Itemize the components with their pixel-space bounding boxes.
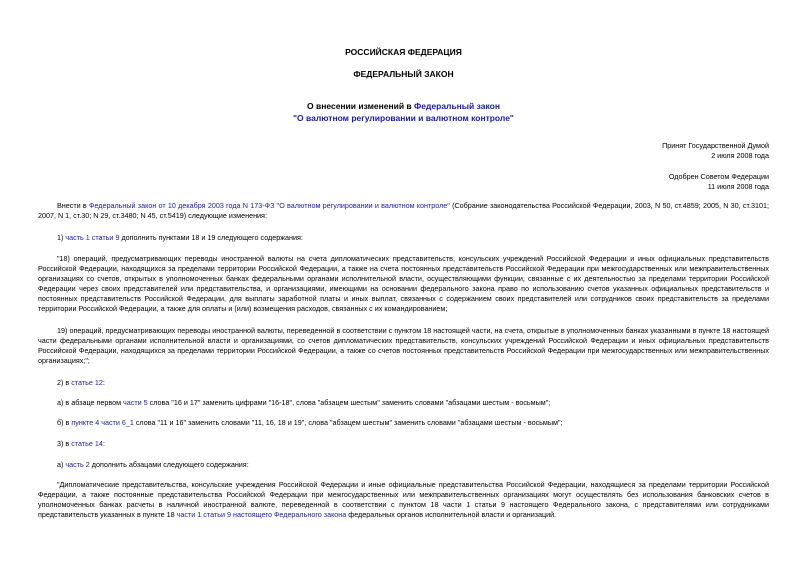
item-1-post: дополнить пунктами 18 и 19 следующего содержания: <box>119 233 303 242</box>
federal-law-link[interactable]: Федеральный закон <box>414 101 500 111</box>
item-2-pre: 2) в <box>57 378 72 387</box>
adopted-by: Принят Государственной Думой <box>662 141 769 150</box>
point-18-paragraph <box>38 254 769 314</box>
adopted-date: 2 июля 2008 года <box>711 151 769 160</box>
item-2-post: : <box>102 378 105 387</box>
item-3-paragraph <box>38 439 769 449</box>
article-9-part-1-link[interactable]: часть 1 статьи 9 <box>65 233 120 242</box>
point-19-paragraph <box>38 326 769 366</box>
item-2a-post: слова "16 и 17" заменить цифрами "16-18", слова "абзацем шестым" заменить словами "абзацами шестым - восьмым"; <box>147 398 551 407</box>
country-heading: РОССИЙСКАЯ ФЕДЕРАЦИЯ <box>345 47 462 57</box>
approved-block <box>669 172 769 192</box>
law-type-heading: ФЕДЕРАЛЬНЫЙ ЗАКОН <box>353 69 454 79</box>
item-2b-post: слова "11 и 16" заменить словами "11, 16, 18 и 19", слова "абзацем шестым" заменить словами "абзацами шестым - восьмым"; <box>133 418 563 427</box>
part-2-link[interactable]: часть 2 <box>65 460 90 469</box>
quote-text: "Дипломатические представительства, консульские учреждения Российской Федерации и иные официальные представительства Российской Федерации, находящиеся за пределами территории Российской Федерации, а также постоянные представительства Российской Федерации при межгосударственных или межправительственных организациях могут осуществлять без использования банковских счетов в уполномоченных банках расчеты в наличной иностранной валюте, переведенной в соответствии с пунктом 18 части 1 статьи 9 настоящего Федерального закона, с представителями или сотрудниками представительств указанных в пункте 18 <box>38 480 769 519</box>
item-3a-pre: а) <box>57 460 66 469</box>
item-2-paragraph <box>38 378 769 388</box>
law-173-fz-link[interactable]: Федеральный закон от 10 декабря 2003 года N 173-ФЗ "О валютном регулировании и валютном контроле" <box>88 201 450 210</box>
article-12-link[interactable]: статье 12 <box>71 378 103 387</box>
law-title-prefix: О внесении изменений в <box>307 101 415 111</box>
approved-by: Одобрен Советом Федерации <box>668 172 769 181</box>
intro-post: (Собрание законодательства Российской Федерации, 2003, N 50, ст.4859; 2005, N 30, ст.3101; 2007, N 1, ст.30; N 29, ст.3480; N 45, ст.5419) следующие изменения: <box>38 201 769 220</box>
point-19-text: 19) операций, предусматривающих переводы иностранной валюты, переведенной в соответствии с пунктом 18 настоящей части, на счета, открытые в уполномоченных банках указанными в пункте 18 настоящей части федеральными органами исполнительной власти и организациями, со счетов дипломатических представительств, консульских учреждений Российской Федерации и иных официальных представительств Российской Федерации, находящихся за пределами территории Российской Федерации, а также со счетов постоянных представительств Российской Федерации при межгосударственных или межправительственных организациях;"; <box>38 326 769 365</box>
item-2b-pre: б) в <box>57 418 72 427</box>
item-2b-paragraph <box>38 418 769 428</box>
adopted-block <box>662 141 769 161</box>
part-5-link[interactable]: части 5 <box>123 398 148 407</box>
item-2a-paragraph <box>38 398 769 408</box>
item-3-post: : <box>102 439 105 448</box>
approved-date: 11 июля 2008 года <box>707 182 769 191</box>
quoted-paragraph <box>38 480 769 520</box>
item-1-pre: 1) <box>57 233 66 242</box>
point-4-part-6-1-link[interactable]: пункте 4 части 6_1 <box>71 418 134 427</box>
article-14-link[interactable]: статье 14 <box>71 439 103 448</box>
item-1-paragraph <box>38 233 769 243</box>
item-3a-paragraph <box>38 460 769 470</box>
law-title <box>0 100 807 124</box>
currency-regulation-law-link[interactable]: "О валютном регулировании и валютном контроле" <box>293 113 514 123</box>
item-3-pre: 3) в <box>57 439 72 448</box>
intro-pre: Внести в <box>57 201 89 210</box>
intro-paragraph <box>38 201 769 221</box>
article-9-part-1-law-link[interactable]: части 1 статьи 9 настоящего Федерального закона <box>176 510 347 519</box>
item-2a-pre: а) в абзаце первом <box>57 398 124 407</box>
point-18-text: "18) операций, предусматривающих переводы иностранной валюты на счета дипломатических представительств, консульских учреждений Российской Федерации и иных официальных представительств Российской Федерации, находящихся за пределами территории Российской Федерации, а также на счета постоянных представительств Российской Федерации при межгосударственных или межправительственных организациях со счетов, открытых в уполномоченных банках федеральными органами исполнительной власти, осуществляющими функции, связанные с их деятельностью за пределами территории Российской Федерации через своих представителей или представительства, и организациями, имеющими на основании федерального закона право по использованию счетов указанных официальных представительств и постоянных представительств Российской Федерации, для выплаты заработной платы и иных выплат, связанных с содержанием своих представителей или сотрудников своих представительств за пределами территории Российской Федерации, а также для оплаты и (или) возмещения расходов, связанных с их командированием; <box>38 254 769 313</box>
item-3a-post: дополнить абзацами следующего содержания: <box>89 460 249 469</box>
quote-post: федеральных органов исполнительной власти и организаций. <box>346 510 557 519</box>
